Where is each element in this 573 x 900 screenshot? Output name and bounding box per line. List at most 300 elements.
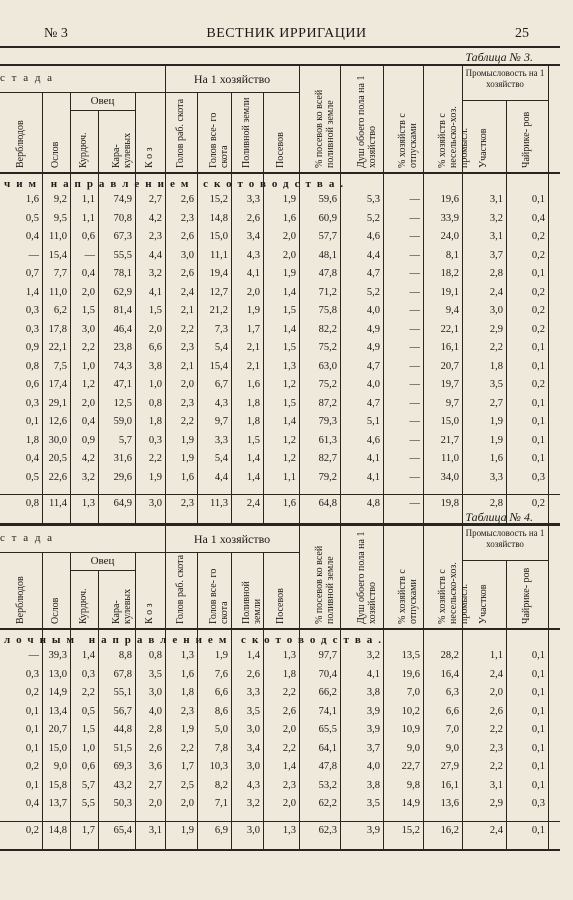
table3-cell: 2,0 [81,397,95,409]
table3-na1-line [165,92,299,93]
table3-cell: 31,6 [113,453,132,464]
table4-cell: 2,6 [148,742,162,754]
table3-cell: 87,2 [318,397,337,409]
table4-cell: 2,8 [148,724,162,735]
table4-cell: 0,2 [25,761,39,772]
table3-cell: — [409,249,420,261]
table3-cell: — [409,471,420,483]
table3-cell: 67,3 [113,231,132,242]
table4-cell: 2,4 [489,668,503,680]
table3-cell: — [409,360,420,372]
table4-cell: 70,4 [318,668,337,680]
table4-col-header-10: Душ обоего пола на 1 хозяйство [355,531,378,624]
table3-cell: 15,4 [48,249,67,261]
table3-cell: 7,7 [53,268,67,279]
table4-cell: 13,7 [48,798,67,809]
table4-cell: 3,5 [366,798,380,809]
table3-cell: 17,4 [48,379,67,390]
table3-cell: 0,1 [531,360,545,372]
table3-cell: 1,3 [282,360,296,372]
table3-cell: — [409,434,420,446]
table3-cell: 61,3 [318,434,337,446]
table3-cell: 1,4 [282,323,296,335]
table4-cell: 1,5 [81,724,95,735]
table4-cell: 1,0 [81,742,95,754]
table3-cell: 47,8 [318,268,337,279]
table3-cell: 21,2 [209,305,228,316]
table4-cell: 9,0 [406,742,420,754]
table4-cell: 8,2 [214,779,228,791]
table3-header-bottom [0,172,560,174]
table3-cell: 7,3 [214,323,228,335]
table3-cell: 0,1 [531,453,545,464]
table4-cell: 1,1 [489,650,503,661]
table3-cell: 1,9 [282,194,296,205]
table3-cell: 1,8 [25,434,39,446]
table4-right-border [548,524,549,849]
table3-cell: 15,0 [440,416,459,427]
table3-cell: 19,1 [440,286,459,298]
table3-cell: 9,7 [214,416,228,427]
table4-cell: 9,0 [445,742,459,754]
table4-cell: 2,2 [489,724,503,735]
table4-cell: 3,3 [246,687,260,698]
table4-cell: 39,3 [48,650,67,661]
table3-cell: 20,5 [48,453,67,464]
table3-cell: 3,8 [148,360,162,372]
table4-cell: 2,2 [282,742,296,754]
table3-col-header-13: Участков [478,128,489,168]
table4-cell: 4,1 [366,668,380,680]
table3-cell: 12,7 [209,286,228,298]
table4-total-cell: 14,8 [48,824,67,836]
table3-total-cell: 3,0 [148,498,162,509]
table4-cell: 2,3 [180,705,194,717]
table3-cell: 0,2 [531,231,545,242]
table3-cell: 12,6 [48,416,67,427]
table3-cell: 1,4 [25,286,39,298]
table3-cell: 4,1 [148,286,162,298]
table3-cell: 4,1 [246,268,260,279]
table3-cell: 1,5 [282,342,296,353]
table3-cell: 0,1 [531,194,545,205]
table3-cell: 79,3 [318,416,337,427]
table3-cell: 74,9 [113,194,132,205]
table3-cell: 29,1 [48,397,67,409]
table4-cell: 7,6 [214,668,228,680]
table3-cell: 19,6 [440,194,459,205]
table4-cell: 3,0 [246,761,260,772]
table3-cell: 23,8 [113,342,132,353]
table3-cell: 3,7 [489,249,503,261]
table4-cell: 2,2 [282,687,296,698]
table4-cell: 0,3 [25,668,39,680]
table3-cell: 7,5 [53,360,67,372]
table3-cell: 2,1 [180,360,194,372]
table3-cell: 3,2 [81,471,95,483]
table3-cell: 0,2 [531,379,545,390]
table4-cell: 62,2 [318,798,337,809]
table4-cell: 47,8 [318,761,337,772]
table4-col-header-9: % посевов ко всей поливной земле [313,545,336,624]
table3-cell: 2,3 [148,231,162,242]
table3-cell: 63,0 [318,360,337,372]
table3-cell: 2,0 [246,286,260,298]
table3-cell: 1,6 [25,194,39,205]
table3-cell: — [409,268,420,279]
table4-cell: 0,1 [531,705,545,717]
table3-cell: 2,9 [489,323,503,335]
table3-cell: 33,9 [440,212,459,224]
table4-cell: 19,6 [401,668,420,680]
table3-cell: — [409,323,420,335]
table4-total-cell: 15,2 [401,824,420,836]
table4-cell: 15,8 [48,779,67,791]
table3-col-header-7: Поливной земли [241,97,252,168]
table3-cell: 62,9 [113,286,132,298]
table4-col-header-5: Голов раб. скота [175,554,186,624]
table3-cell: 1,9 [246,305,260,316]
table3-col-header-11: % хозяйств с отпусками [397,113,419,168]
table3-col-header-10: Душ обоего пола на 1 хозяйство [355,75,378,168]
table3-cell: 1,4 [246,453,260,464]
table3-cell: 1,5 [282,305,296,316]
table3-cell: 3,2 [148,268,162,279]
table3-cell: 4,3 [246,249,260,261]
table3-col-header-1: Ослов [50,141,61,168]
table3-cell: 2,0 [282,249,296,261]
table3-cell: 0,1 [25,416,39,427]
table4-cell: 74,1 [318,705,337,717]
table3-cell: 81,4 [113,305,132,316]
table3-cell: 59,6 [318,194,337,205]
table4-cell: 10,9 [401,724,420,735]
table3-cell: — [409,342,420,353]
table3-total-sep [0,494,560,495]
table3-col-header-8: Посевов [275,132,286,168]
table3-cell: 3,3 [489,471,503,483]
table4-cell: 1,7 [180,761,194,772]
table4-prom-line [462,560,548,561]
table4-bottom-border [0,849,560,851]
table4-cell: 0,3 [81,668,95,680]
table3-cell: 0,7 [25,268,39,279]
table3-cell: 1,5 [282,397,296,409]
table3-cell: 2,4 [489,286,503,298]
table4-cell: 2,5 [180,779,194,791]
table3-cell: 4,4 [214,471,228,483]
table3-cell: 4,6 [366,231,380,242]
table3-cell: 1,7 [246,323,260,335]
table4-cell: 2,0 [180,798,194,809]
table3-right-border [548,64,549,523]
table3-cell: 0,8 [25,360,39,372]
table4-cell: 53,2 [318,779,337,791]
table4-col-header-1: Ослов [50,597,61,624]
table4-total-cell: 2,4 [489,824,503,836]
table3-cell: 1,8 [246,416,260,427]
table3-group-prom: Промысловость на 1 хозяйство [465,68,545,89]
table4-cell: 9,8 [406,779,420,791]
table3-cell: 1,4 [282,286,296,298]
table4-header-bottom [0,628,560,630]
table3-cell: 3,3 [246,194,260,205]
table4-cell: 44,8 [113,724,132,735]
table4-group-prom: Промысловость на 1 хозяйство [465,528,545,549]
table3-cell: 2,4 [180,286,194,298]
page-header [0,26,573,46]
table3-total-cell: 19,8 [440,498,459,509]
table4-cell: 9,0 [53,761,67,772]
table4-col-header-6: Голов все- го скота [208,568,230,624]
table4-cell: 55,1 [113,687,132,698]
table3-cell: 4,1 [366,453,380,464]
table3-cell: 19,7 [440,379,459,390]
table4-cell: 2,2 [489,761,503,772]
table4-cell: 20,7 [48,724,67,735]
table3-col-header-5: Голов раб. скота [175,98,186,168]
table3-stada-line [0,92,165,93]
table3-cell: 0,9 [81,434,95,446]
table4-col-header-4: К о з [144,603,155,624]
table4-group-na1: На 1 хозяйство [193,532,271,546]
table3-cell: 1,5 [81,305,95,316]
table4-cell: 0,1 [531,668,545,680]
table4-cell: 28,2 [440,650,459,661]
table4-col-header-14: Чайрике- ров [521,567,532,624]
table3-cell: 1,2 [81,379,95,390]
table3-cell: 0,5 [25,212,39,224]
table3-cell: 1,9 [180,453,194,464]
table3-cell: 22,1 [440,323,459,335]
table4-cell: 3,0 [148,687,162,698]
table4-cell: 13,5 [401,650,420,661]
table3-col-header-9: % посевов ко всей поливной земле [313,89,336,168]
table4-cell: 13,0 [48,668,67,680]
table3-cell: 82,2 [318,323,337,335]
table3-cell: 0,3 [25,305,39,316]
table3-cell: — [409,231,420,242]
table3-cell: 1,5 [148,305,162,316]
table3-cell: 2,3 [180,397,194,409]
table3-col-header-6: Голов все- го скота [208,112,230,168]
table4-cell: 2,2 [81,687,95,698]
table4-cell: 3,1 [489,779,503,791]
table4-total-cell: 3,1 [148,824,162,836]
table3-cell: 2,1 [180,305,194,316]
table3-cell: 48,1 [318,249,337,261]
table3-cell: 11,0 [441,453,459,464]
table3-cell: 3,0 [489,305,503,316]
table3-cell: 5,3 [366,194,380,205]
table4-total-cell: 62,3 [318,824,337,836]
table3-cell: — [28,249,39,261]
table3-cell: 11,0 [49,286,67,298]
table3-cell: 4,3 [214,397,228,409]
table4-cell: 5,0 [214,724,228,735]
table3-cell: 22,1 [48,342,67,353]
table3-cell: 2,0 [148,323,162,335]
table3-cell: 2,7 [489,397,503,409]
table3-cell: 3,5 [489,379,503,390]
table3-cell: 2,6 [246,212,260,224]
table3-cell: 75,8 [318,305,337,316]
table3-cell: 0,4 [25,453,39,464]
table3-cell: 19,4 [209,268,228,279]
table4-col-header-2: Курдюч. [78,588,89,624]
table4-cell: 1,9 [214,650,228,661]
table3-cell: 0,3 [25,323,39,335]
table3-cell: 21,7 [440,434,459,446]
table4-cell: 7,8 [214,742,228,754]
table3-cell: 0,1 [531,397,545,409]
table3-cell: — [409,212,420,224]
table4-cell: 4,0 [148,705,162,717]
table3-cell: 2,6 [180,231,194,242]
table4-cell: 43,2 [113,779,132,791]
table3-cell: 0,1 [531,268,545,279]
table4-cell: 2,0 [148,798,162,809]
table3-cell: 0,2 [531,323,545,335]
table3-col-header-14: Чайрике- ров [521,111,532,168]
table3-cell: 0,4 [25,231,39,242]
table4-ovec-line [70,570,135,571]
table3-total-cell: 4,8 [366,498,380,509]
table3-cell: 11,1 [210,249,228,261]
table3-cell: 0,2 [531,249,545,261]
table3-cell: 2,2 [489,342,503,353]
table3-cell: 4,7 [366,360,380,372]
table4-col-header-11: % хозяйств с отпусками [397,569,419,624]
table4-cell: 13,6 [440,798,459,809]
table4-cell: 13,4 [48,705,67,717]
table4-cell: 10,3 [209,761,228,772]
table4-cell: 10,2 [401,705,420,717]
table3-cell: 16,1 [440,342,459,353]
table3-cell: 3,1 [489,231,503,242]
table4-cell: 67,8 [113,668,132,680]
table3-cell: 55,5 [113,249,132,261]
table4-total-cell: 3,0 [246,824,260,836]
table3-cell: 1,8 [148,416,162,427]
table4-cell: 3,5 [246,705,260,717]
table3-cell: 57,7 [318,231,337,242]
table3-cell: 70,8 [113,212,132,224]
table4-cell: 2,7 [148,779,162,791]
table4-cell: 2,6 [489,705,503,717]
table3-cell: 17,8 [48,323,67,335]
table3-cell: 15,4 [209,360,228,372]
table4-cell: 3,8 [366,687,380,698]
table3-cell: 0,6 [81,231,95,242]
table3-cell: 3,0 [180,249,194,261]
table4-cell: 4,0 [366,761,380,772]
table3-cell: 12,5 [113,397,132,409]
table3-cell: 1,6 [180,471,194,483]
table4-cell: 3,8 [366,779,380,791]
table4-cell: 64,1 [318,742,337,754]
table4-cell: 16,1 [440,779,459,791]
journal-title: ВЕСТНИК ИРРИГАЦИИ [206,26,367,41]
table4-cell: 7,0 [445,724,459,735]
table3-cell: 2,3 [180,212,194,224]
table4-cell: 1,4 [246,650,260,661]
table4-total-cell: 0,1 [531,824,545,836]
table3-cell: 29,6 [113,471,132,483]
table3-cell: 6,7 [214,379,228,390]
table4-cell: 3,7 [366,742,380,754]
table3-cell: 0,3 [148,434,162,446]
table4-cell: 0,1 [531,779,545,791]
table4-cell: 0,5 [81,705,95,717]
table3-cell: 1,6 [489,453,503,464]
table3-col-header-2: Курдюч. [78,132,89,168]
table3-cell: 2,0 [180,379,194,390]
table3-cell: — [409,194,420,205]
table4-group-stada: с т а д а [0,532,55,544]
table4-col-header-8: Посевов [275,588,286,624]
table4-col-header-3: Кара- кулевых [110,588,133,624]
table3-cell: 5,1 [366,416,380,427]
table4-cell: 2,9 [489,798,503,809]
table3-cell: 2,0 [282,231,296,242]
table3-cell: 9,4 [445,305,459,316]
table4-cell: 50,3 [113,798,132,809]
table3-cell: 1,1 [81,212,95,224]
table3-cell: — [409,416,420,427]
table4-cell: 66,2 [318,687,337,698]
table3-cell: 4,7 [366,268,380,279]
table3-cell: 4,4 [366,249,380,261]
table4-cell: 0,4 [25,798,39,809]
table3-total-cell: 11,4 [49,498,67,509]
table3-cell: 6,2 [53,305,67,316]
table4-cell: 14,9 [401,798,420,809]
table3-cell: 2,0 [81,286,95,298]
table3-cell: 60,9 [318,212,337,224]
table3-cell: 75,2 [318,379,337,390]
table3-banner: чим направлением скотоводства. [4,178,350,190]
table4-cell: 0,3 [531,798,545,809]
table4-cell: 2,3 [282,779,296,791]
table3-total-cell: 0,8 [25,498,39,509]
table4-cell: 69,3 [113,761,132,772]
issue-number: № 3 [44,26,68,41]
table3-cell: 4,7 [366,397,380,409]
table3-total-cell: 1,6 [282,498,296,509]
table4-cell: 1,3 [180,650,194,661]
table3-total-cell: 2,4 [246,498,260,509]
table4-total-cell: 1,9 [180,824,194,836]
table4-cell: 4,3 [246,779,260,791]
table3-cell: 3,2 [489,212,503,224]
table3-cell: 74,3 [113,360,132,372]
table3-cell: 2,6 [180,194,194,205]
table4-banner: лочным направлением скотоводства. [4,634,388,646]
table4-cell: 0,2 [25,687,39,698]
table4-cell: 3,4 [246,742,260,754]
table3-cell: 22,6 [48,471,67,483]
page-number: 25 [515,26,529,41]
table4-cell: 1,3 [282,650,296,661]
table3-cell: 3,3 [214,434,228,446]
table3-cell: 2,7 [148,194,162,205]
table4-cell: 0,1 [531,742,545,754]
table3-cell: 0,9 [25,342,39,353]
table4-cell: 0,1 [25,742,39,754]
table4-cell: 3,2 [246,798,260,809]
table4-cell: 65,5 [318,724,337,735]
